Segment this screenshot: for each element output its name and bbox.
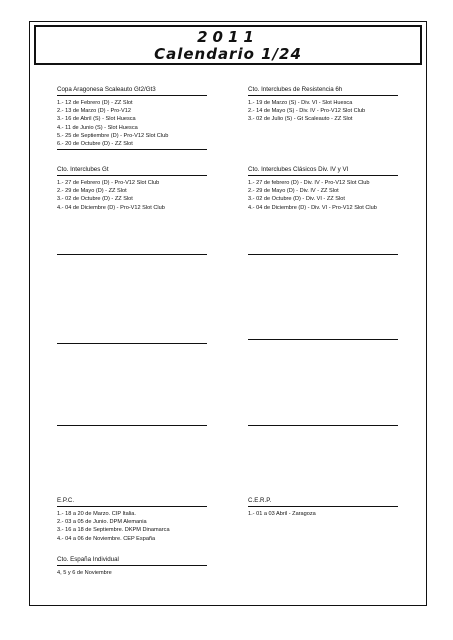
list-item: 4.- 04 de Diciembre (D) - Pro-V12 Slot Club bbox=[57, 204, 165, 211]
list-item: 1.- 27 de Febrero (D) - Pro-V12 Slot Club bbox=[57, 180, 160, 186]
list-item: 3.- 16 a 18 de Septiembre. DKPM Dinamarca bbox=[57, 527, 170, 534]
empty-block-rule bbox=[57, 254, 207, 255]
list-item: 4, 5 y 6 de Noviembre bbox=[57, 570, 112, 576]
section-copa-aragonesa bbox=[57, 86, 207, 153]
list-item: 2.- 29 de Mayo (D) - ZZ Slot bbox=[57, 188, 127, 195]
section-title: Copa Aragonesa Scaleauto Gt2/Gt3 bbox=[57, 86, 156, 93]
list-item: 3.- 16 de Abril (S) - Slot Huesca bbox=[57, 116, 136, 123]
section-rule bbox=[57, 175, 207, 176]
section-rule bbox=[57, 95, 207, 96]
section-end-rule bbox=[57, 149, 207, 150]
list-item: 2.- 29 de Mayo (D) - Div. IV - ZZ Slot bbox=[248, 188, 339, 195]
list-item: 6.- 20 de Octubre (D) - ZZ Slot bbox=[57, 141, 133, 148]
empty-block-rule bbox=[248, 425, 398, 426]
empty-block-rule bbox=[57, 343, 207, 344]
calendar-title: Calendario 1/24 bbox=[154, 45, 302, 63]
list-item: 5.- 25 de Septiembre (D) - Pro-V12 Slot Club bbox=[57, 132, 169, 139]
section-cerp bbox=[248, 497, 398, 518]
section-epc bbox=[57, 497, 207, 543]
list-item: 1.- 12 de Febrero (D) - ZZ Slot bbox=[57, 100, 133, 106]
list-item: 2.- 03 a 05 de Junio. DPM Alemania bbox=[57, 519, 147, 526]
section-title: Cto. Interclubes Gt bbox=[57, 166, 109, 173]
list-item: 3.- 02 de Octubre (D) - Div. VI - ZZ Slot bbox=[248, 196, 345, 203]
list-item: 4.- 04 a 06 de Noviembre. CEP España bbox=[57, 535, 156, 542]
list-item: 2.- 14 de Mayo (S) - Div. IV - Pro-V12 Slot Club bbox=[248, 108, 366, 115]
section-title: E.P.C. bbox=[57, 497, 75, 504]
list-item: 3.- 02 de Octubre (D) - ZZ Slot bbox=[57, 196, 133, 203]
section-espana-individual bbox=[57, 556, 207, 577]
section-rule bbox=[248, 506, 398, 507]
list-item: 1.- 01 a 03 Abril - Zaragoza bbox=[248, 511, 316, 517]
section-title: Cto. Interclubes Clásicos Div. IV y VI bbox=[248, 166, 349, 173]
empty-block-rule bbox=[57, 425, 207, 426]
section-resistencia bbox=[248, 86, 398, 124]
list-item: 4.- 11 de Junio (S) - Slot Huesca bbox=[57, 124, 138, 131]
section-clasicos bbox=[248, 166, 398, 212]
list-item: 1.- 19 de Marzo (S) - Div. VI - Slot Huesca bbox=[248, 100, 353, 106]
section-title: Cto. España Individual bbox=[57, 556, 119, 563]
section-rule bbox=[248, 95, 398, 96]
list-item: 1.- 18 a 20 de Marzo. CIP Italia. bbox=[57, 511, 136, 517]
list-item: 1.- 27 de febrero (D) - Div. IV - Pro-V12 Slot Club bbox=[248, 180, 370, 186]
empty-block-rule bbox=[248, 254, 398, 255]
section-interclubes-gt bbox=[57, 166, 207, 212]
section-rule bbox=[248, 175, 398, 176]
title-box bbox=[34, 25, 422, 65]
section-rule bbox=[57, 565, 207, 566]
list-item: 3.- 02 de Julio (S) - Gt Scaleauto - ZZ Slot bbox=[248, 116, 353, 123]
section-title: C.E.R.P. bbox=[248, 497, 272, 504]
list-item: 4.- 04 de Diciembre (D) - Div. VI - Pro-V12 Slot Club bbox=[248, 204, 377, 211]
list-item: 2.- 13 de Marzo (D) - Pro-V12 bbox=[57, 108, 131, 115]
empty-block-rule bbox=[248, 339, 398, 340]
year-heading: 2011 bbox=[197, 28, 259, 46]
section-rule bbox=[57, 506, 207, 507]
section-title: Cto. Interclubes de Resistencia 6h bbox=[248, 86, 343, 93]
